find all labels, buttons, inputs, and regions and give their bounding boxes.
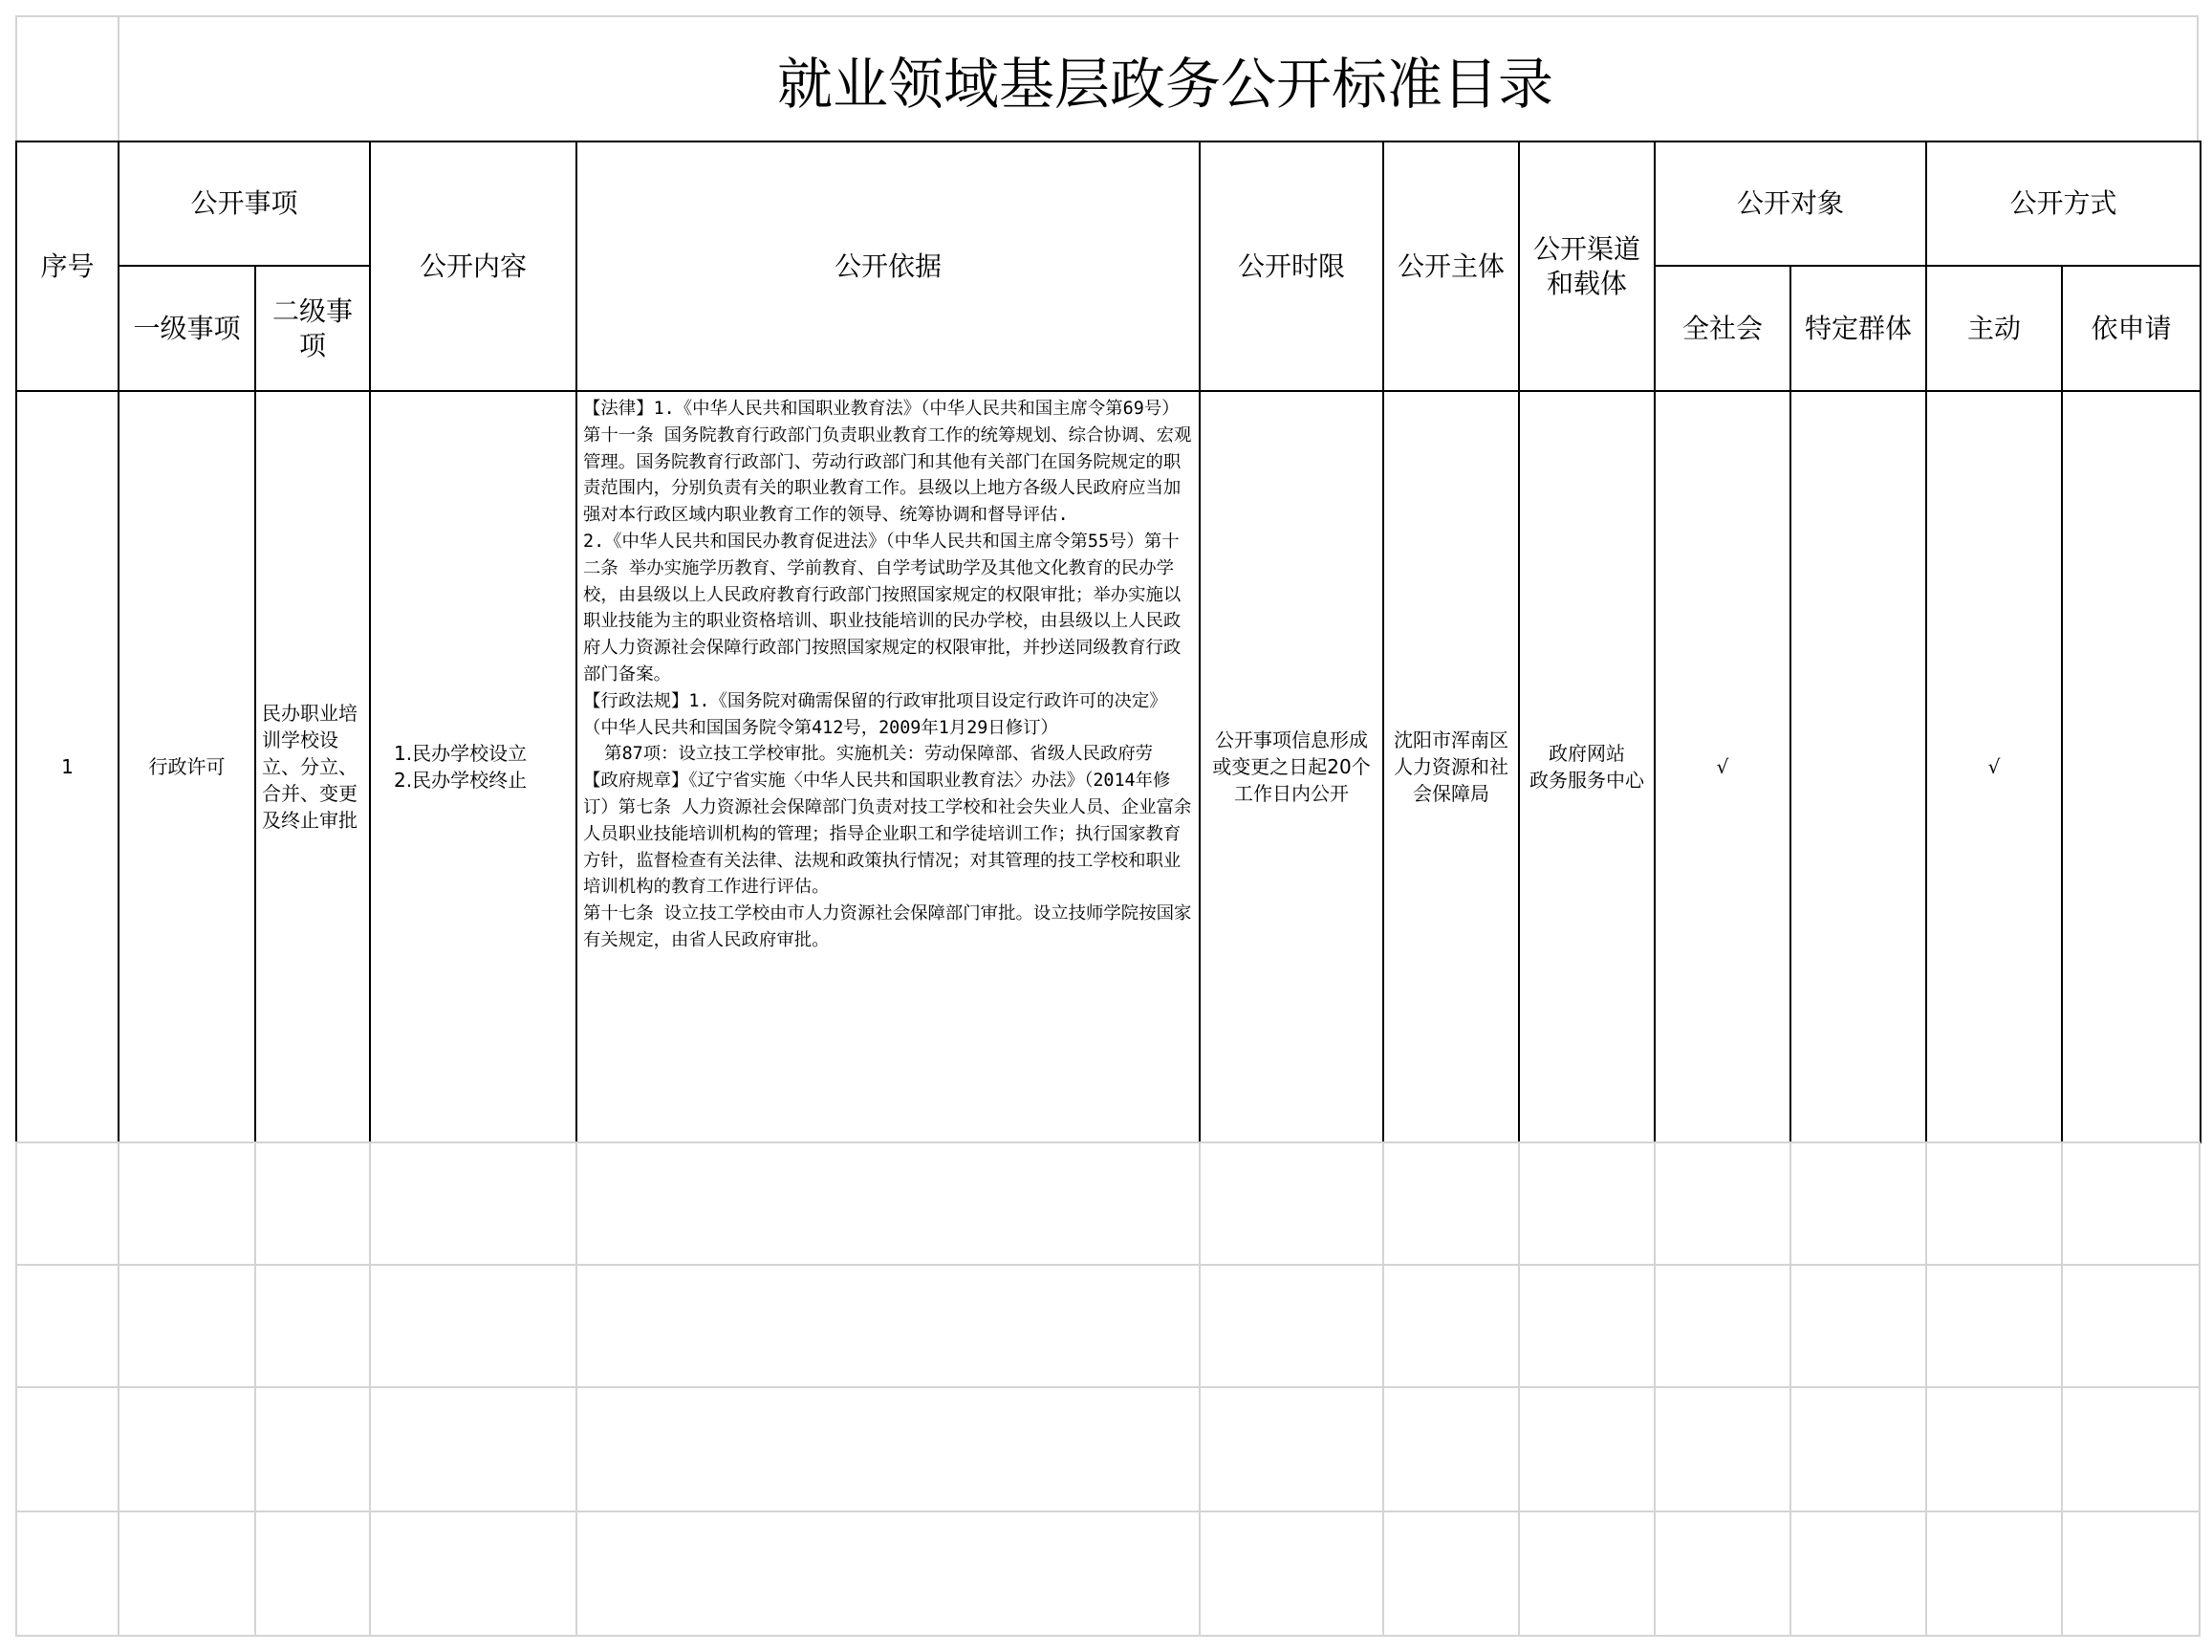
header-target-all: 全社会 (1655, 266, 1790, 391)
gridline (2061, 1141, 2063, 1637)
gridline (15, 15, 2199, 17)
cell-method-request (2062, 391, 2201, 1142)
cell-target-specific (1790, 391, 1926, 1142)
gridline (2199, 1141, 2201, 1637)
header-method-group: 公开方式 (1926, 141, 2201, 266)
gridline (1382, 1141, 1384, 1637)
cell-level2: 民办职业培训学校设立、分立、合并、变更及终止审批 (255, 391, 370, 1142)
gridline (1654, 1141, 1656, 1637)
gridline (15, 1264, 2199, 1266)
header-content: 公开内容 (370, 141, 576, 391)
cell-basis: 【法律】1.《中华人民共和国职业教育法》（中华人民共和国主席令第69号）第十一条 国务院教育行政部门负责职业教育工作的统筹规划、综合协调、宏观管理。国务院教育行政部门、劳动行政部门和其他有关部门在国务院规定的职责范围内，分别负责有关的职业教育工作。县级以上地方各级人民政府应当加强对本行政区域内职业教育工作的领导、统筹协调和督导评估. 2.《中华人民共和国民办教育促进法》（中华人民共和国主席令第55号）第十二条 举办实施学历教育、学前教育、自学考试助学及其他文化教育的民办学校，由县级以上人民政府教育行政部门按照国家规定的权限审批；举办实施以职业技能为主的职业资格培训、职业技能培训的民办学校，由县级以上人民政府人力资源社会保障行政部门按照国家规定的权限审批，并抄送同级教育行政部门备案。 【行政法规】1.《国务院对确需保留的行政审批项目设定行政许可的决定》（中华人民共和国国务院令第412号，2009年1月29日修订） 第87项：设立技工学校审批。实施机关：劳动保障部、省级人民政府劳 【政府规章】《辽宁省实施〈中华人民共和国职业教育法〉办法》（2014年修订）第七条 人力资源社会保障部门负责对技工学校和社会失业人员、企业富余人员职业技能培训机构的管理；指导企业职工和学徒培训工作；执行国家教育方针，监督检查有关法律、法规和政策执行情况；对其管理的技工学校和职业培训机构的教育工作进行评估。 第十七条 设立技工学校由市人力资源社会保障部门审批。设立技师学院按国家有关规定，由省人民政府审批。 (576, 391, 1200, 1142)
header-channel: 公开渠道和载体 (1519, 141, 1655, 391)
cell-channel: 政府网站 政务服务中心 (1519, 391, 1655, 1142)
gridline (15, 1386, 2199, 1388)
header-target-group: 公开对象 (1655, 141, 1926, 266)
header-level1: 一级事项 (119, 266, 255, 391)
header-basis: 公开依据 (576, 141, 1200, 391)
header-seq: 序号 (16, 141, 119, 391)
gridline (254, 1141, 256, 1637)
table-row (16, 391, 2201, 1142)
gridline (1518, 1141, 1520, 1637)
gridline (1199, 1141, 1201, 1637)
gridline (1789, 1141, 1791, 1637)
header-level2: 二级事项 (255, 266, 370, 391)
gridline (15, 1511, 2199, 1512)
header-time-limit: 公开时限 (1200, 141, 1383, 391)
cell-target-all: √ (1655, 391, 1790, 1142)
cell-time-limit: 公开事项信息形成或变更之日起20个工作日内公开 (1200, 391, 1383, 1142)
gridline (1925, 1141, 1927, 1637)
catalog-table (15, 141, 2201, 1143)
gridline (15, 1141, 17, 1637)
gridline (118, 1141, 119, 1637)
header-target-specific: 特定群体 (1790, 266, 1926, 391)
cell-level1: 行政许可 (119, 391, 255, 1142)
cell-subject: 沈阳市浑南区人力资源和社会保障局 (1383, 391, 1519, 1142)
cell-seq: 1 (16, 391, 119, 1142)
gridline (369, 1141, 371, 1637)
gridline (15, 15, 17, 141)
gridline (15, 1635, 2199, 1637)
cell-method-active: √ (1926, 391, 2062, 1142)
gridline (15, 1141, 2199, 1143)
cell-content: 1.民办学校设立 2.民办学校终止 (370, 391, 576, 1142)
header-method-request: 依申请 (2062, 266, 2201, 391)
header-method-active: 主动 (1926, 266, 2062, 391)
header-subject: 公开主体 (1383, 141, 1519, 391)
page-title: 就业领域基层政务公开标准目录 (776, 52, 1553, 117)
gridline (575, 1141, 577, 1637)
header-item-group: 公开事项 (119, 141, 370, 266)
